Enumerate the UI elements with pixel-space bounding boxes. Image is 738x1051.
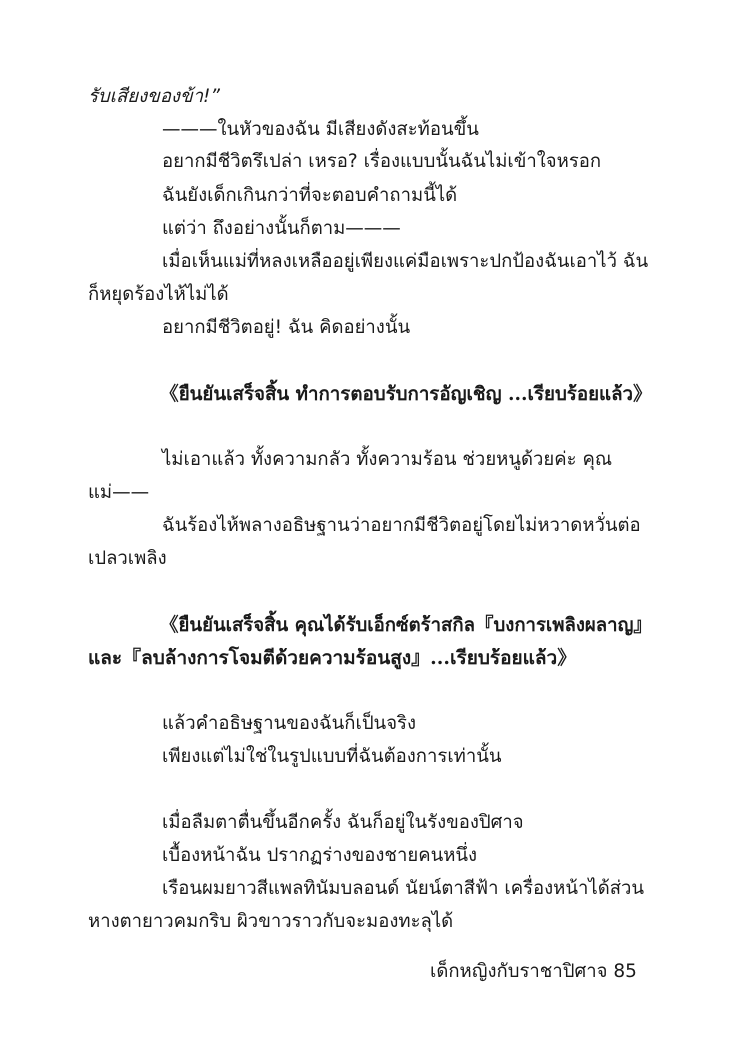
text-line: รับเสียงของข้า!”	[88, 86, 220, 107]
text-line: อยากมีชีวิตรึเปล่า เหรอ? เรื่องแบบนั้นฉันไม่เข้าใจหรอก	[162, 151, 602, 172]
text-line: ฉันร้องไห้พลางอธิษฐานว่าอยากมีชีวิตอยู่โดยไม่หวาดหวั่นต่อ	[162, 515, 641, 536]
text-line: เมื่อเห็นแม่ที่หลงเหลืออยู่เพียงแค่มือเพราะปกป้องฉันเอาไว้ ฉัน	[162, 251, 649, 272]
text-line: เมื่อลืมตาตื่นขึ้นอีกครั้ง ฉันก็อยู่ในรังของปิศาจ	[162, 812, 524, 833]
system-message: 《ยืนยันเสร็จสิ้น ทำการตอบรับการอัญเชิญ ...เรียบร้อยแล้ว》	[160, 383, 652, 405]
system-message: 《ยืนยันเสร็จสิ้น คุณได้รับเอ็กซ์ตร้าสกิล『บงการเพลิงผลาญ』	[160, 614, 652, 636]
page-footer: เด็กหญิงกับราชาปิศาจ 85	[430, 961, 637, 982]
text-line: ———ในหัวของฉัน มีเสียงดังสะท้อนขึ้น	[162, 119, 479, 140]
text-line: ไม่เอาแล้ว ทั้งความกลัว ทั้งความร้อน ช่วยหนูด้วยค่ะ คุณ	[162, 449, 612, 470]
text-line: เรือนผมยาวสีแพลทินัมบลอนด์ นัยน์ตาสีฟ้า เครื่องหน้าได้ส่วน	[162, 878, 645, 899]
text-line: เพียงแต่ไม่ใช่ในรูปแบบที่ฉันต้องการเท่านั้น	[162, 746, 502, 767]
text-line: หางตายาวคมกริบ ผิวขาวราวกับจะมองทะลุได้	[88, 911, 454, 932]
system-message: และ『ลบล้างการโจมตีด้วยความร้อนสูง』...เรียบร้อยแล้ว》	[88, 647, 577, 669]
text-line: ก็หยุดร้องไห้ไม่ได้	[88, 284, 229, 305]
text-line: อยากมีชีวิตอยู่! ฉัน คิดอย่างนั้น	[162, 317, 411, 338]
text-line: เบื้องหน้าฉัน ปรากฏร่างของชายคนหนึ่ง	[162, 845, 478, 866]
text-line: ฉันยังเด็กเกินกว่าที่จะตอบคำถามนี้ได้	[162, 185, 458, 206]
text-line: เปลวเพลิง	[88, 548, 167, 569]
text-line: แม่——	[88, 482, 150, 503]
text-line: แต่ว่า ถึงอย่างนั้นก็ตาม———	[162, 218, 401, 239]
text-line: แล้วคำอธิษฐานของฉันก็เป็นจริง	[162, 713, 417, 734]
